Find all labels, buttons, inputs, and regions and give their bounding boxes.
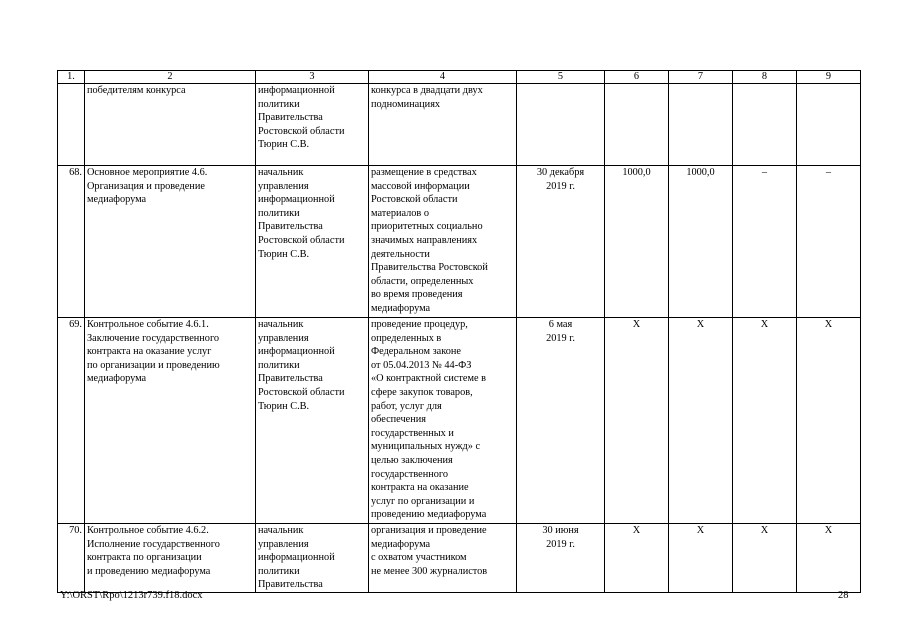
row-number: 68. [58,166,85,318]
header-row [58,71,861,84]
row-number [58,84,85,166]
value-cell [797,84,861,166]
date-cell: 6 мая 2019 г. [517,318,605,524]
event-name-cell: победителям конкурса [85,84,256,166]
header-cell: 7 [669,71,733,84]
responsible-cell: начальник управления информационной политики Правительства Ростовской области Тюрин С.В. [256,318,369,524]
result-cell: размещение в средствах массовой информации Ростовской области материалов о приоритетных социально значимых направлениях деятельности Правительства Ростовской области, определенных во время проведения медиафорума [369,166,517,318]
date-cell [517,84,605,166]
value-cell: 1000,0 [669,166,733,318]
header-cell: 5 [517,71,605,84]
table-row [58,84,861,166]
header-cell: 9 [797,71,861,84]
responsible-cell: информационной политики Правительства Ростовской области Тюрин С.В. [256,84,369,166]
responsible-cell: начальник управления информационной политики Правительства Ростовской области Тюрин С.В. [256,166,369,318]
value-cell: Х [733,524,797,593]
value-cell: Х [797,524,861,593]
event-name-cell: Основное мероприятие 4.6. Организация и проведение медиафорума [85,166,256,318]
table-row [58,318,861,524]
header-cell: 3 [256,71,369,84]
date-cell: 30 июня 2019 г. [517,524,605,593]
header-cell: 2 [85,71,256,84]
value-cell: – [733,166,797,318]
value-cell: Х [669,318,733,524]
value-cell [605,84,669,166]
value-cell: 1000,0 [605,166,669,318]
value-cell: Х [605,524,669,593]
table-row [58,166,861,318]
value-cell: Х [733,318,797,524]
value-cell [669,84,733,166]
page-number: 28 [838,590,849,601]
date-cell: 30 декабря 2019 г. [517,166,605,318]
value-cell: – [797,166,861,318]
value-cell: Х [605,318,669,524]
header-cell: 1. [58,71,85,84]
header-cell: 4 [369,71,517,84]
result-cell: проведение процедур, определенных в Федеральном законе от 05.04.2013 № 44-ФЗ «О контрактной системе в сфере закупок товаров, работ, услуг для обеспечения государственных и муниципальных нужд» с целью заключения государственного контракта на оказание услуг по организации и проведению медиафорума [369,318,517,524]
header-cell: 6 [605,71,669,84]
header-cell: 8 [733,71,797,84]
plan-table [57,70,861,593]
row-number: 70. [58,524,85,593]
event-name-cell: Контрольное событие 4.6.2. Исполнение государственного контракта по организации и проведению медиафорума [85,524,256,593]
event-name-cell: Контрольное событие 4.6.1. Заключение государственного контракта на оказание услуг по организации и проведению медиафорума [85,318,256,524]
value-cell [733,84,797,166]
result-cell: организация и проведение медиафорума с охватом участником не менее 300 журналистов [369,524,517,593]
result-cell: конкурса в двадцати двух подноминациях [369,84,517,166]
row-number: 69. [58,318,85,524]
responsible-cell: начальник управления информационной политики Правительства [256,524,369,593]
value-cell: Х [797,318,861,524]
table-row [58,524,861,593]
value-cell: Х [669,524,733,593]
file-path: Y:\ORST\Rpo\1213r739.f18.docx [60,590,203,601]
